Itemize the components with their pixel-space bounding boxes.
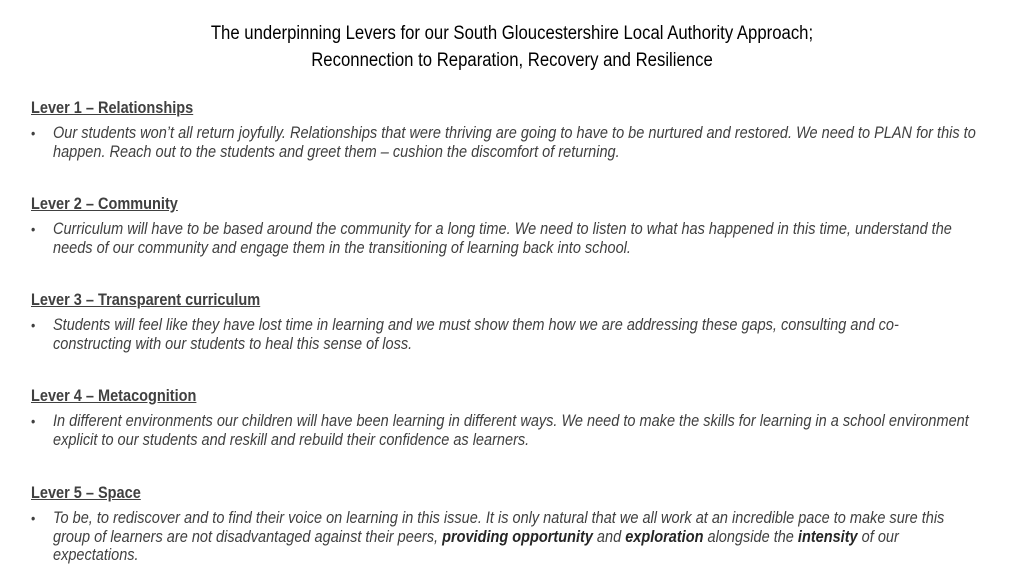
lever-1-text: Our students won’t all return joyfully. Relationships that were thriving are going to have to be nurtured and restored. We need to PLAN for this to happen. Reach out to the students and greet them – cushion the discomfort of returning.	[53, 124, 976, 161]
lever-5-emphasis-3: intensity	[797, 527, 858, 546]
lever-4	[31, 386, 977, 449]
bullet-icon: •	[31, 221, 36, 237]
title-line-2: Reconnection to Reparation, Recovery and Resilience	[311, 50, 713, 71]
bullet-icon: •	[31, 125, 36, 141]
title-line-1: The underpinning Levers for our South Gloucestershire Local Authority Approach;	[210, 23, 814, 44]
lever-4-heading: Lever 4 – Metacognition	[31, 387, 197, 405]
lever-3-bullet-item	[31, 316, 977, 353]
bullet-icon: •	[31, 317, 36, 333]
lever-2-text: Curriculum will have to be based around the community for a long time. We need to listen to what has happened in this time, understand the needs of our community and engage them in the transitioning of learning back into school.	[53, 220, 952, 257]
lever-5-text-part-4: of our expectations.	[53, 527, 899, 564]
lever-5-emphasis-2: exploration	[625, 527, 704, 546]
lever-5-text-part-1: To be, to rediscover and to find their voice on learning in this issue. It is only natural that we all work at an incredible pace to make sure this group of learners are not disadvantaged against their peers,	[53, 509, 945, 546]
lever-2-heading: Lever 2 – Community	[31, 195, 178, 213]
lever-2-bullet-item	[31, 220, 977, 257]
bullet-icon: •	[31, 413, 36, 429]
lever-3	[31, 290, 977, 353]
lever-4-text: In different environments our children will have been learning in different ways. We need to make the skills for learning in a school environment explicit to our students and reskill and rebuild their confidence as learners.	[53, 412, 969, 449]
lever-3-text: Students will feel like they have lost time in learning and we must show them how we are addressing these gaps, consulting and co-constructing with our students to heal this sense of loss.	[53, 316, 899, 353]
lever-1	[31, 98, 977, 161]
lever-5-bullet-item	[31, 509, 977, 565]
lever-5-text-part-2: and	[592, 527, 626, 546]
slide-title	[61, 20, 962, 74]
lever-5-text	[53, 509, 977, 565]
lever-4-bullet-item	[31, 412, 977, 449]
lever-5-emphasis-1: providing opportunity	[442, 527, 593, 546]
lever-1-bullet-item	[31, 124, 977, 161]
lever-5	[31, 483, 977, 565]
lever-5-text-part-3: alongside the	[703, 527, 798, 546]
lever-5-heading: Lever 5 – Space	[31, 484, 141, 502]
bullet-icon: •	[31, 510, 36, 526]
lever-1-heading: Lever 1 – Relationships	[31, 99, 194, 117]
lever-3-heading: Lever 3 – Transparent curriculum	[31, 291, 261, 309]
lever-2	[31, 194, 977, 257]
